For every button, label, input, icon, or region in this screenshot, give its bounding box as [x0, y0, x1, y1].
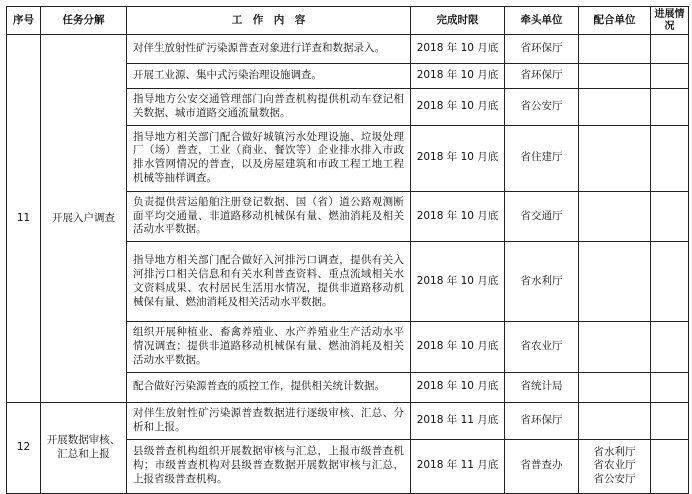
- header-coop: 配合单位: [579, 7, 651, 35]
- coop-units: [579, 372, 651, 402]
- work-content: 负责提供营运船舶注册登记数据、国（省）道公路观测断面平均交通量、非道路移动机械保有量、燃油消耗及相关活动水平数据。: [127, 191, 411, 242]
- deadline: 2018 年 10 月底: [411, 322, 505, 373]
- coop-units: [579, 322, 651, 373]
- coop-unit: 省公安厅: [593, 472, 636, 485]
- coop-units: [579, 191, 651, 242]
- header-deadline: 完成时限: [411, 7, 505, 35]
- deadline: 2018 年 10 月底: [411, 64, 505, 89]
- coop-unit: 省农业厅: [593, 459, 636, 472]
- work-content: 对伴生放射性矿污染源普查对象进行详查和数据录入。: [127, 35, 411, 64]
- work-content: 组织开展种植业、畜禽养殖业、水产养殖业生产活动水平情况调查；提供非道路移动机械保有量、燃油消耗及相关活动水平数据。: [127, 322, 411, 373]
- coop-units: [579, 89, 651, 126]
- table-row: [7, 35, 689, 64]
- header-progress: 进展情况: [651, 7, 689, 35]
- row-number: 12: [7, 402, 41, 493]
- task-name: 开展入户调查: [41, 35, 127, 403]
- lead-unit: 省环保厅: [505, 35, 579, 64]
- deadline: 2018 年 10 月底: [411, 125, 505, 191]
- table-row: [7, 402, 689, 439]
- progress-status: [651, 322, 689, 373]
- lead-unit: 省统计局: [505, 372, 579, 402]
- work-content: 开展工业源、集中式污染治理设施调查。: [127, 64, 411, 89]
- header-row: [7, 7, 689, 35]
- progress-status: [651, 402, 689, 439]
- progress-status: [651, 64, 689, 89]
- lead-unit: 省交通厅: [505, 191, 579, 242]
- coop-units: [579, 439, 651, 493]
- lead-unit: 省农业厅: [505, 322, 579, 373]
- header-no: 序号: [7, 7, 41, 35]
- header-lead: 牵头单位: [505, 7, 579, 35]
- work-content: 指导地方相关部门配合做好入河排污口调查，提供有关入河排污口相关信息和有关水利普查资料、重点流域相关水文资料成果、农村居民生活用水情况，提供非道路移动机械保有量、燃油消耗及相关活动水平数据。: [127, 242, 411, 322]
- work-content: 对伴生放射性矿污染源普查数据进行逐级审核、汇总、分析和上报。: [127, 402, 411, 439]
- deadline: 2018 年 10 月底: [411, 35, 505, 64]
- progress-status: [651, 191, 689, 242]
- coop-units: [579, 64, 651, 89]
- header-task: 任务分解: [41, 7, 127, 35]
- progress-status: [651, 439, 689, 493]
- lead-unit: 省住建厅: [505, 125, 579, 191]
- lead-unit: 省环保厅: [505, 64, 579, 89]
- progress-status: [651, 242, 689, 322]
- coop-units: [579, 402, 651, 439]
- work-content: 县级普查机构组织开展数据审核与汇总，上报市级普查机构；市级普查机构对县级普查数据开展数据审核与汇总，上报省级普查机构。: [127, 439, 411, 493]
- progress-status: [651, 372, 689, 402]
- lead-unit: 省公安厅: [505, 89, 579, 126]
- coop-unit: 省水利厅: [593, 445, 636, 458]
- lead-unit: 省环保厅: [505, 402, 579, 439]
- progress-status: [651, 89, 689, 126]
- deadline: 2018 年 10 月底: [411, 191, 505, 242]
- lead-unit: 省水利厅: [505, 242, 579, 322]
- coop-units: [579, 125, 651, 191]
- deadline: 2018 年 11 月底: [411, 439, 505, 493]
- task-table: [6, 6, 689, 494]
- work-content: 配合做好污染源普查的质控工作，提供相关统计数据。: [127, 372, 411, 402]
- task-name: 开展数据审核、汇总和上报: [41, 402, 127, 493]
- header-content: 工 作 内 容: [127, 7, 411, 35]
- progress-status: [651, 35, 689, 64]
- coop-units: [579, 242, 651, 322]
- deadline: 2018 年 11 月底: [411, 402, 505, 439]
- lead-unit: 省普查办: [505, 439, 579, 493]
- progress-status: [651, 125, 689, 191]
- work-content: 指导地方相关部门配合做好城镇污水处理设施、垃圾处理厂（场）普查，工业（商业、餐饮等）企业排水排入市政排水管网情况的普查，以及房屋建筑和市政工程工地工程机械等抽样调查。: [127, 125, 411, 191]
- row-number: 11: [7, 35, 41, 403]
- deadline: 2018 年 10 月底: [411, 242, 505, 322]
- deadline: 2018 年 10 月底: [411, 372, 505, 402]
- coop-units: [579, 35, 651, 64]
- deadline: 2018 年 10 月底: [411, 89, 505, 126]
- work-content: 指导地方公安交通管理部门向普查机构提供机动车登记相关数据、城市道路交通流量数据。: [127, 89, 411, 126]
